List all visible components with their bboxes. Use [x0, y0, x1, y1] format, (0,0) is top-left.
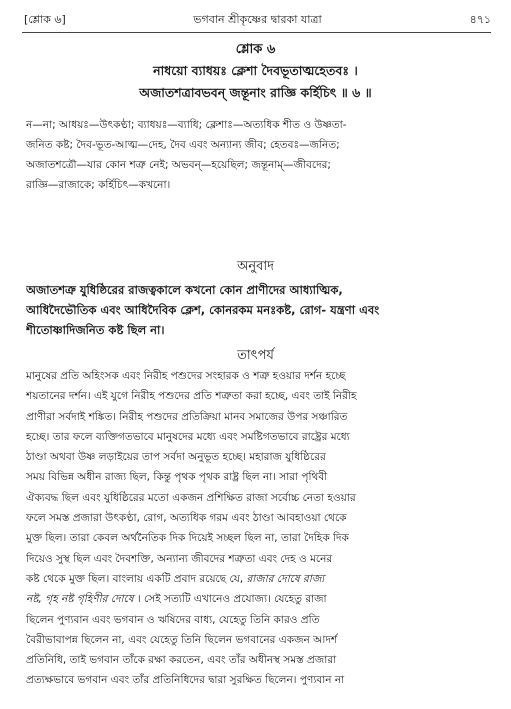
page-number: ৪৭১ — [469, 13, 491, 26]
purport-line: ফলে সমস্ত প্রজারা উৎকণ্ঠা, রোগ, অত্যধিক গরম এবং ঠাণ্ডা আবহাওয়া থেকে — [26, 512, 347, 525]
synonym-line: জনিত কষ্ট; দৈব-ভূত-আত্ম—দেহ, দৈব এবং অন্যান্য জীব; হেতবঃ—জনিত; — [26, 139, 340, 151]
purport-line: ঠাণ্ডা অথবা উষ্ণ লড়াইয়ের তাপ সর্বদা অনুভূত হচ্ছে। মহারাজ যুধিষ্ঠিরের — [26, 451, 326, 464]
synonym-line: রাজ্ঞি—রাজাকে; কর্হিচিৎ—কখনো। — [26, 179, 171, 191]
proverb-quote: রাজার দোষে রাজ্য — [246, 572, 325, 585]
purport-paragraph — [26, 366, 491, 691]
purport-line: প্রাণীরা সর্বদাই শঙ্কিত। নিরীহ পশুদের প্রতিক্রিয়া মানব সমাজের উপর সঞ্চারিত — [26, 410, 348, 423]
purport-line: মুক্ত ছিল। তারা কেবল অর্থনৈতিক দিক দিয়েই সচ্ছল ছিল না, তারা দৈহিক দিক — [26, 532, 349, 545]
header-verse-ref: [শ্লোক ৬] — [24, 13, 66, 26]
purport-line: মানুষের প্রতি অহিংসক এবং নিরীহ পশুদের সংহারক ও শত্রু হওয়ার দর্শন হচ্ছে — [26, 370, 346, 382]
purport-text: কষ্ট থেকে মুক্ত ছিল। বাংলায় একটি প্রবাদ রয়েছে যে, — [26, 572, 244, 585]
purport-heading: তাৎপর্য — [237, 348, 274, 363]
translation-line: আধিদৈভৌতিক এবং আধিদৈবিক ক্লেশ, কোনরকম মনঃকষ্ট, রোগ- যন্ত্রণা এবং — [26, 303, 380, 317]
purport-line: ছিলেন পুণ্যবান এবং ভগবান ও ঋষিদের বাধ্য, যেহেতু তিনি কারও প্রতি — [26, 613, 320, 626]
purport-line: সময় বিভিন্ন অধীন রাজ্য ছিল, কিন্তু পৃথক পৃথক রাষ্ট্র ছিল না। সারা পৃথিবী — [26, 471, 328, 484]
purport-line — [26, 589, 491, 609]
verse-line: নাধয়ো ব্যাধয়ঃ ক্লেশা দৈবভূতাত্মহেতবঃ । — [153, 63, 358, 78]
translation-line: অজাতশত্রু যুধিষ্ঠিরের রাজত্বকালে কখনো কোন প্রাণীদের আধ্যাত্মিক, — [26, 283, 343, 297]
purport-line: প্রত্যক্ষভাবে ভগবান এবং তাঁর প্রতিনিধিদের দ্বারা সুরক্ষিত ছিলেন। পুণ্যবান না — [26, 674, 345, 687]
translation-paragraph — [26, 280, 491, 340]
translation-heading: অনুবাদ — [237, 259, 274, 274]
running-header — [24, 10, 491, 30]
synonyms-paragraph — [26, 115, 491, 195]
proverb-quote: নষ্ট, গৃহ নষ্ট গৃহিণীর দোষে — [26, 593, 134, 606]
purport-line — [26, 569, 491, 589]
purport-line: প্রতিনিধি, তাই ভগবান তাঁকে রক্ষা করতেন, এবং তাঁর অধীনস্থ সমস্ত প্রজারা — [26, 654, 337, 667]
purport-line: ঐক্যবদ্ধ ছিল এবং যুধিষ্ঠিরের মতো একজন প্রশিক্ষিত রাজা সর্বোচ্চ নেতা হওয়ার — [26, 491, 356, 504]
synonym-line: অজাতশত্রৌ—যার কোন শত্রু নেই; অভবন্—হয়েছিল; জন্তূনাম্—জীবদের; — [26, 159, 331, 171]
translation-line: শীতোষ্ণাদিজনিত কষ্ট ছিল না। — [26, 323, 165, 337]
purport-line: শয়তানের দর্শন। এই যুগে নিরীহ পশুদের প্রতি শত্রুতা করা হচ্ছে, এবং তাই নিরীহ — [26, 390, 357, 403]
synonym-line: ন—না; আধয়ঃ—উৎকণ্ঠা; ব্যাধয়ঃ—ব্যাধি; ক্লেশাঃ—অত্যধিক শীত ও উষ্ণতা- — [26, 119, 347, 131]
verse-heading: শ্লোক ৬ — [235, 42, 276, 57]
purport-line: বৈরীভাবাপন্ন ছিলেন না, এবং যেহেতু তিনি ছিলেন ভগবানের একজন আদর্শ — [26, 633, 338, 646]
verse-line: অজাতশত্রাবভবন্ জন্তূনাং রাজ্ঞি কর্হিচিৎ ॥ ৬ ॥ — [139, 85, 372, 100]
purport-line: দিয়েও সুস্থ ছিল এবং দৈবশক্তি, অন্যান্য জীবদের শত্রুতা এবং দেহ ও মনের — [26, 552, 333, 565]
purport-line: হচ্ছে। তার ফলে ব্যক্তিগতভাবে মানুষদের মধ্যে এবং সমষ্টিগতভাবে রাষ্ট্রের মধ্যে — [26, 430, 350, 443]
purport-text: । সেই সত্যটি এখানেও প্রযোজ্য। যেহেতু রাজা — [133, 593, 327, 606]
sanskrit-verse — [30, 60, 481, 104]
header-chapter-title: ভগবান শ্রীকৃষ্ণের দ্বারকা যাত্রা — [193, 13, 322, 26]
header-rule — [22, 32, 491, 33]
